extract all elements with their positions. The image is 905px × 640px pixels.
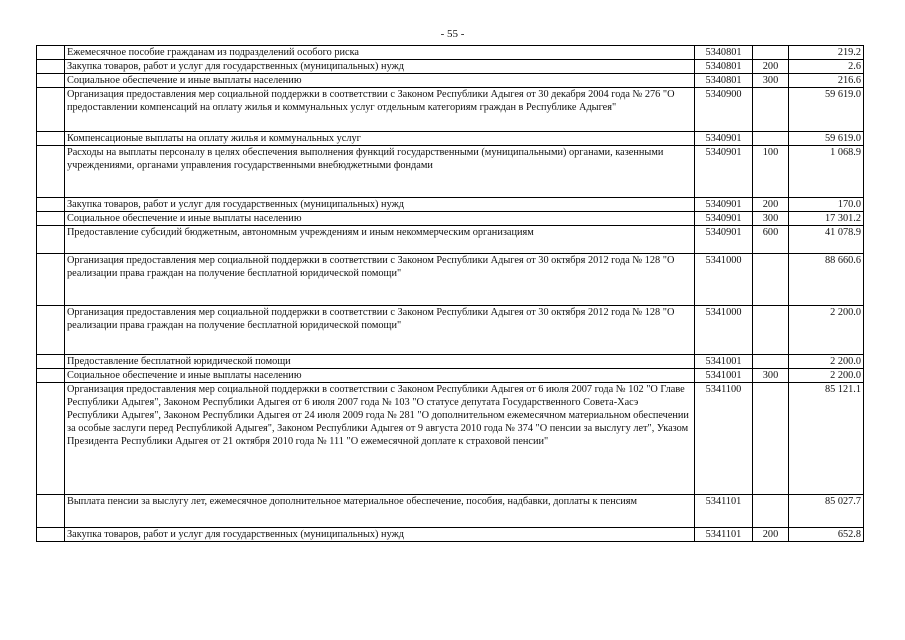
row-expense-type: 100 [753,146,789,198]
row-amount: 85 027.7 [789,495,864,528]
row-code: 5341001 [695,369,753,383]
row-name: Организация предоставления мер социальной поддержки в соответствии с Законом Республики Адыгея от 30 декабря 2004 года № 276 "О предоставлении компенсаций на оплату жилья и коммунальных услуг отдельным категориям граждан в Республике Адыгея" [65,88,695,132]
row-amount: 88 660.6 [789,254,864,306]
row-code: 5340901 [695,146,753,198]
row-blank-cell [37,306,65,355]
row-name: Закупка товаров, работ и услуг для государственных (муниципальных) нужд [65,60,695,74]
table-row [37,306,864,355]
row-code: 5341101 [695,528,753,542]
row-amount: 219.2 [789,46,864,60]
table-row [37,254,864,306]
row-code: 5340801 [695,46,753,60]
row-name: Социальное обеспечение и иные выплаты населению [65,369,695,383]
row-name: Выплата пенсии за выслугу лет, ежемесячное дополнительное материальное обеспечение, пособия, надбавки, доплаты к пенсиям [65,495,695,528]
row-code: 5341100 [695,383,753,495]
row-expense-type [753,306,789,355]
row-amount: 59 619.0 [789,88,864,132]
row-expense-type [753,46,789,60]
row-blank-cell [37,198,65,212]
row-name: Организация предоставления мер социальной поддержки в соответствии с Законом Республики Адыгея от 30 октября 2012 года № 128 "О реализации права граждан на получение бесплатной юридической помощи" [65,306,695,355]
row-blank-cell [37,528,65,542]
row-code: 5340900 [695,88,753,132]
row-name: Социальное обеспечение и иные выплаты населению [65,212,695,226]
row-code: 5340801 [695,74,753,88]
table-row [37,132,864,146]
row-code: 5341001 [695,355,753,369]
row-code: 5340801 [695,60,753,74]
row-code: 5340901 [695,226,753,254]
table-row [37,60,864,74]
row-expense-type: 300 [753,212,789,226]
table-row [37,198,864,212]
row-code: 5341000 [695,254,753,306]
row-blank-cell [37,369,65,383]
row-code: 5340901 [695,132,753,146]
row-expense-type [753,383,789,495]
row-blank-cell [37,132,65,146]
row-name: Компенсационые выплаты на оплату жилья и коммунальных услуг [65,132,695,146]
row-blank-cell [37,254,65,306]
row-blank-cell [37,88,65,132]
row-amount: 1 068.9 [789,146,864,198]
row-code: 5341000 [695,306,753,355]
row-blank-cell [37,226,65,254]
row-amount: 2 200.0 [789,369,864,383]
row-expense-type [753,254,789,306]
row-name: Закупка товаров, работ и услуг для государственных (муниципальных) нужд [65,198,695,212]
row-expense-type: 300 [753,74,789,88]
table-row [37,46,864,60]
row-blank-cell [37,46,65,60]
table-row [37,226,864,254]
budget-table [36,45,864,542]
row-blank-cell [37,74,65,88]
table-row [37,212,864,226]
row-amount: 652.8 [789,528,864,542]
row-name: Закупка товаров, работ и услуг для государственных (муниципальных) нужд [65,528,695,542]
row-amount: 85 121.1 [789,383,864,495]
row-name: Организация предоставления мер социальной поддержки в соответствии с Законом Республики Адыгея от 30 октября 2012 года № 128 "О реализации права граждан на получение бесплатной юридической помощи" [65,254,695,306]
budget-table-body [37,46,864,542]
row-name: Предоставление субсидий бюджетным, автономным учреждениям и иным некоммерческим организациям [65,226,695,254]
table-row [37,369,864,383]
row-name: Предоставление бесплатной юридической помощи [65,355,695,369]
table-row [37,74,864,88]
row-expense-type: 200 [753,528,789,542]
row-blank-cell [37,60,65,74]
row-name: Организация предоставления мер социальной поддержки в соответствии с Законом Республики Адыгея от 6 июля 2007 года № 102 "О Главе Республики Адыгея", Законом Республики Адыгея от 6 июля 2007 года № 103 "О статусе депутата Государственного Совета-Хасэ Республики Адыгея", Законом Республики Адыгея от 24 июля 2009 года № 281 "О дополнительном ежемесячном материальном обеспечении за особые заслуги перед Республикой Адыгея", Законом Республики Адыгея от 9 августа 2010 года № 374 "О пенсии за выслугу лет", Указом Президента Республики Адыгея от 21 октября 2010 года № 111 "О ежемесячной доплате к страховой пенсии" [65,383,695,495]
row-blank-cell [37,355,65,369]
row-blank-cell [37,495,65,528]
table-row [37,88,864,132]
table-row [37,495,864,528]
row-name: Социальное обеспечение и иные выплаты населению [65,74,695,88]
row-amount: 41 078.9 [789,226,864,254]
row-amount: 59 619.0 [789,132,864,146]
row-blank-cell [37,146,65,198]
row-amount: 2 200.0 [789,355,864,369]
page-number: - 55 - [440,28,465,40]
row-code: 5341101 [695,495,753,528]
row-expense-type [753,132,789,146]
row-blank-cell [37,212,65,226]
table-row [37,528,864,542]
row-expense-type: 200 [753,60,789,74]
row-amount: 2.6 [789,60,864,74]
row-name: Расходы на выплаты персоналу в целях обеспечения выполнения функций государственными (муниципальными) органами, казенными учреждениями, органами управления государственными внебюджетными фондами [65,146,695,198]
row-expense-type [753,355,789,369]
table-row [37,383,864,495]
row-expense-type: 200 [753,198,789,212]
row-expense-type: 300 [753,369,789,383]
table-row [37,146,864,198]
row-name: Ежемесячное пособие гражданам из подразделений особого риска [65,46,695,60]
row-expense-type: 600 [753,226,789,254]
table-row [37,355,864,369]
row-amount: 17 301.2 [789,212,864,226]
row-code: 5340901 [695,198,753,212]
row-amount: 2 200.0 [789,306,864,355]
row-amount: 216.6 [789,74,864,88]
row-expense-type [753,495,789,528]
row-blank-cell [37,383,65,495]
row-amount: 170.0 [789,198,864,212]
row-code: 5340901 [695,212,753,226]
row-expense-type [753,88,789,132]
